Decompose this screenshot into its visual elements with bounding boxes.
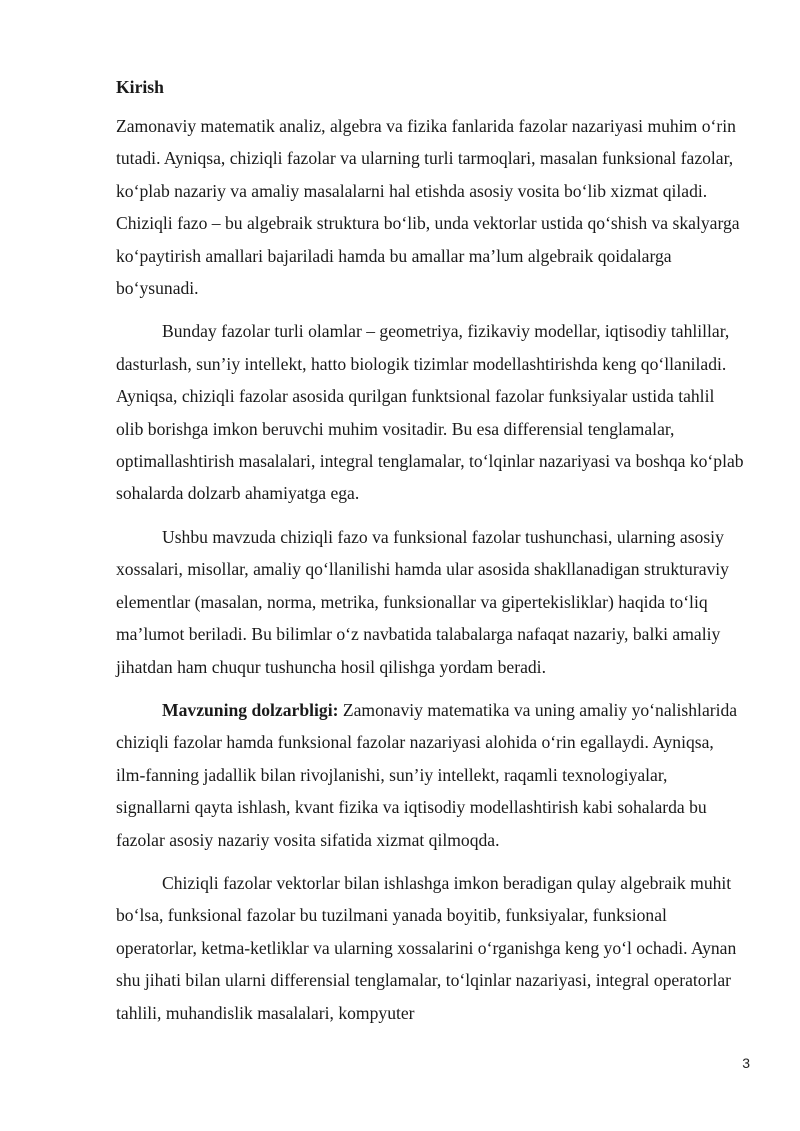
paragraph-intro: [116, 110, 746, 304]
paragraph-text: Ushbu mavzuda chiziqli fazo va funksional fazolar tushunchasi, ularning asosiy xossalari, misollar, amaliy qo‘llanilishi hamda ular asosida shakllanadigan strukturaviy elementlar (masalan, norma, metrika, funksionallar va gipertekisliklar) haqida to‘liq ma’lumot beriladi. Bu bilimlar o‘z navbatida talabalarga nafaqat nazariy, balki amaliy jihatdan ham chuqur tushuncha hosil qilishga yordam beradi.: [116, 526, 729, 677]
paragraph-text: Bunday fazolar turli olamlar – geometriya, fizikaviy modellar, iqtisodiy tahlillar, dasturlash, sun’iy intellekt, hatto biologik tizimlar modellashtirishda keng qo‘llaniladi. Ayniqsa, chiziqli fazolar asosida qurilgan funktsional fazolar funksiyalar ustida tahlil olib borishga imkon beruvchi muhim vositadir. Bu esa differensial tenglamalar, optimallashtirish masalalari, integral tenglamalar, to‘lqinlar nazariyasi va boshqa ko‘plab sohalarda dolzarb ahamiyatga ega.: [116, 321, 744, 504]
relevance-lead: Mavzuning dolzarbligi:: [162, 699, 339, 720]
paragraph-text: Chiziqli fazolar vektorlar bilan ishlashga imkon beradigan qulay algebraik muhit bo‘lsa, funksional fazolar bu tuzilmani yanada boyitib, funksiyalar, funksional operatorlar, ketma-ketliklar va ularning xossalarini o‘rganishga keng yo‘l ochadi. Aynan shu jihati bilan ularni differensial tenglamalar, to‘lqinlar nazariyasi, integral operatorlar tahlili, muhandislik masalalari, kompyuter: [116, 872, 737, 1023]
paragraph-applications: [116, 315, 746, 509]
paragraph-text: Zamonaviy matematik analiz, algebra va fizika fanlarida fazolar nazariyasi muhim o‘rin tutadi. Ayniqsa, chiziqli fazolar va ularning turli tarmoqlari, masalan funksional fazolar, ko‘plab nazariy va amaliy masalalarni hal etishda asosiy vosita bo‘lib xizmat qiladi. Chiziqli fazo – bu algebraik struktura bo‘lib, unda vektorlar ustida qo‘shish va skalyarga ko‘paytirish amallari bajariladi hamda bu amallar ma’lum algebraik qoidalarga bo‘ysunadi.: [116, 116, 740, 299]
section-heading: Kirish: [116, 77, 164, 97]
page-number: 3: [742, 1055, 750, 1071]
paragraph-functional-spaces: [116, 867, 746, 1029]
paragraph-relevance: [116, 694, 746, 856]
page-body: [116, 74, 746, 1040]
paragraph-scope: [116, 521, 746, 683]
paragraph-text: Zamonaviy matematika va uning amaliy yo‘nalishlarida chiziqli fazolar hamda funksional fazolar nazariyasi alohida o‘rin egallaydi. Ayniqsa, ilm-fanning jadallik bilan rivojlanishi, sun’iy intellekt, raqamli texnologiyalar, signallarni qayta ishlash, kvant fizika va iqtisodiy modellashtirish kabi sohalarda bu fazolar asosiy nazariy vosita sifatida xizmat qilmoqda.: [116, 699, 738, 850]
